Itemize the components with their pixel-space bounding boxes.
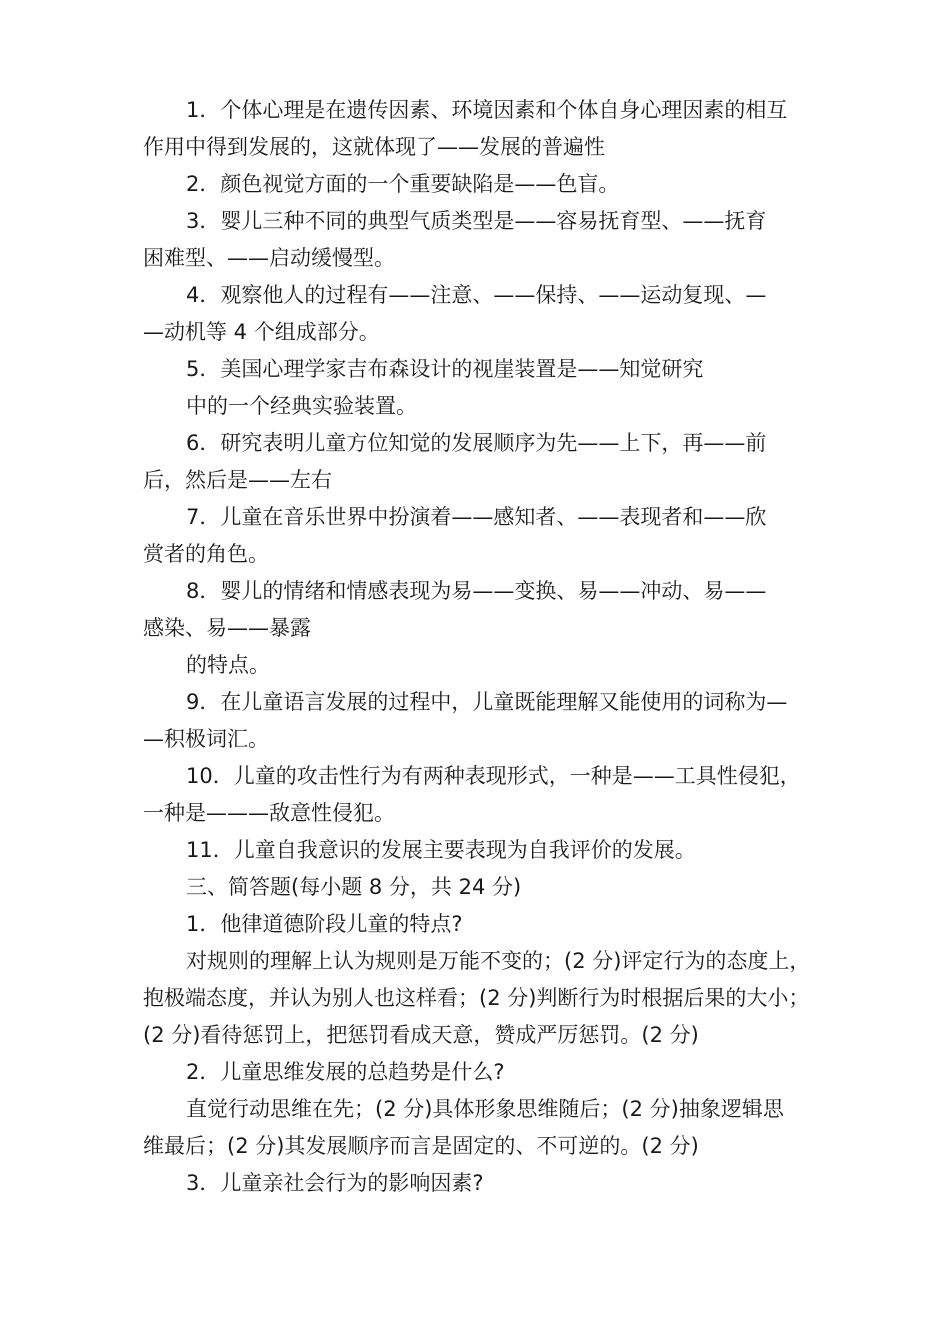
item-8-line-2: 感染、易——暴露 [143, 616, 311, 640]
item-7-line-2: 赏者的角色。 [143, 542, 269, 566]
item-4-line-1: 4．观察他人的过程有——注意、——保持、——运动复现、— [186, 283, 767, 307]
item-6-line-1: 6．研究表明儿童方位知觉的发展顺序为先——上下，再——前 [186, 431, 767, 455]
item-1-line-2: 作用中得到发展的，这就体现了——发展的普遍性 [143, 135, 605, 159]
section-title: 三、简答题(每小题 8 分，共 24 分) [186, 875, 522, 899]
item-4-line-2: —动机等 4 个组成部分。 [143, 320, 380, 344]
item-5-line-2: 中的一个经典实验装置。 [186, 394, 417, 418]
question-1: 1．他律道德阶段儿童的特点? [186, 912, 463, 936]
item-7-line-1: 7．儿童在音乐世界中扮演着——感知者、——表现者和——欣 [186, 505, 767, 529]
item-1-line-1: 1．个体心理是在遗传因素、环境因素和个体自身心理因素的相互 [186, 98, 788, 122]
answer-1-line-2: 抱极端态度，并认为别人也这样看；(2 分)判断行为时根据后果的大小； [143, 986, 810, 1010]
item-8-line-1: 8．婴儿的情绪和情感表现为易——变换、易——冲动、易—— [186, 579, 767, 603]
answer-1-line-1: 对规则的理解上认为规则是万能不变的；(2 分)评定行为的态度上， [186, 949, 811, 973]
item-3-line-2: 困难型、——启动缓慢型。 [143, 246, 395, 270]
item-8-line-3: 的特点。 [186, 653, 270, 677]
item-9-line-1: 9．在儿童语言发展的过程中，儿童既能理解又能使用的词称为— [186, 690, 788, 714]
item-10-line-1: 10．儿童的攻击性行为有两种表现形式，一种是——工具性侵犯， [186, 764, 801, 788]
answer-2-line-2: 维最后；(2 分)其发展顺序而言是固定的、不可逆的。(2 分) [143, 1134, 699, 1158]
item-2-line-1: 2．颜色视觉方面的一个重要缺陷是——色盲。 [186, 172, 620, 196]
item-9-line-2: —积极词汇。 [143, 727, 269, 751]
item-10-line-2: 一种是———敌意性侵犯。 [143, 801, 395, 825]
item-5-line-1: 5．美国心理学家吉布森设计的视崖装置是——知觉研究 [186, 357, 704, 381]
item-6-line-2: 后，然后是——左右 [143, 468, 332, 492]
question-2: 2．儿童思维发展的总趋势是什么? [186, 1060, 505, 1084]
item-11-line-1: 11．儿童自我意识的发展主要表现为自我评价的发展。 [186, 838, 696, 862]
answer-1-line-3: (2 分)看待惩罚上，把惩罚看成天意，赞成严厉惩罚。(2 分) [143, 1023, 699, 1047]
answer-2-line-1: 直觉行动思维在先；(2 分)具体形象思维随后；(2 分)抽象逻辑思 [186, 1097, 784, 1121]
item-3-line-1: 3．婴儿三种不同的典型气质类型是——容易抚育型、——抚育 [186, 209, 767, 233]
question-3: 3．儿童亲社会行为的影响因素? [186, 1171, 484, 1195]
document-body [143, 92, 833, 1202]
